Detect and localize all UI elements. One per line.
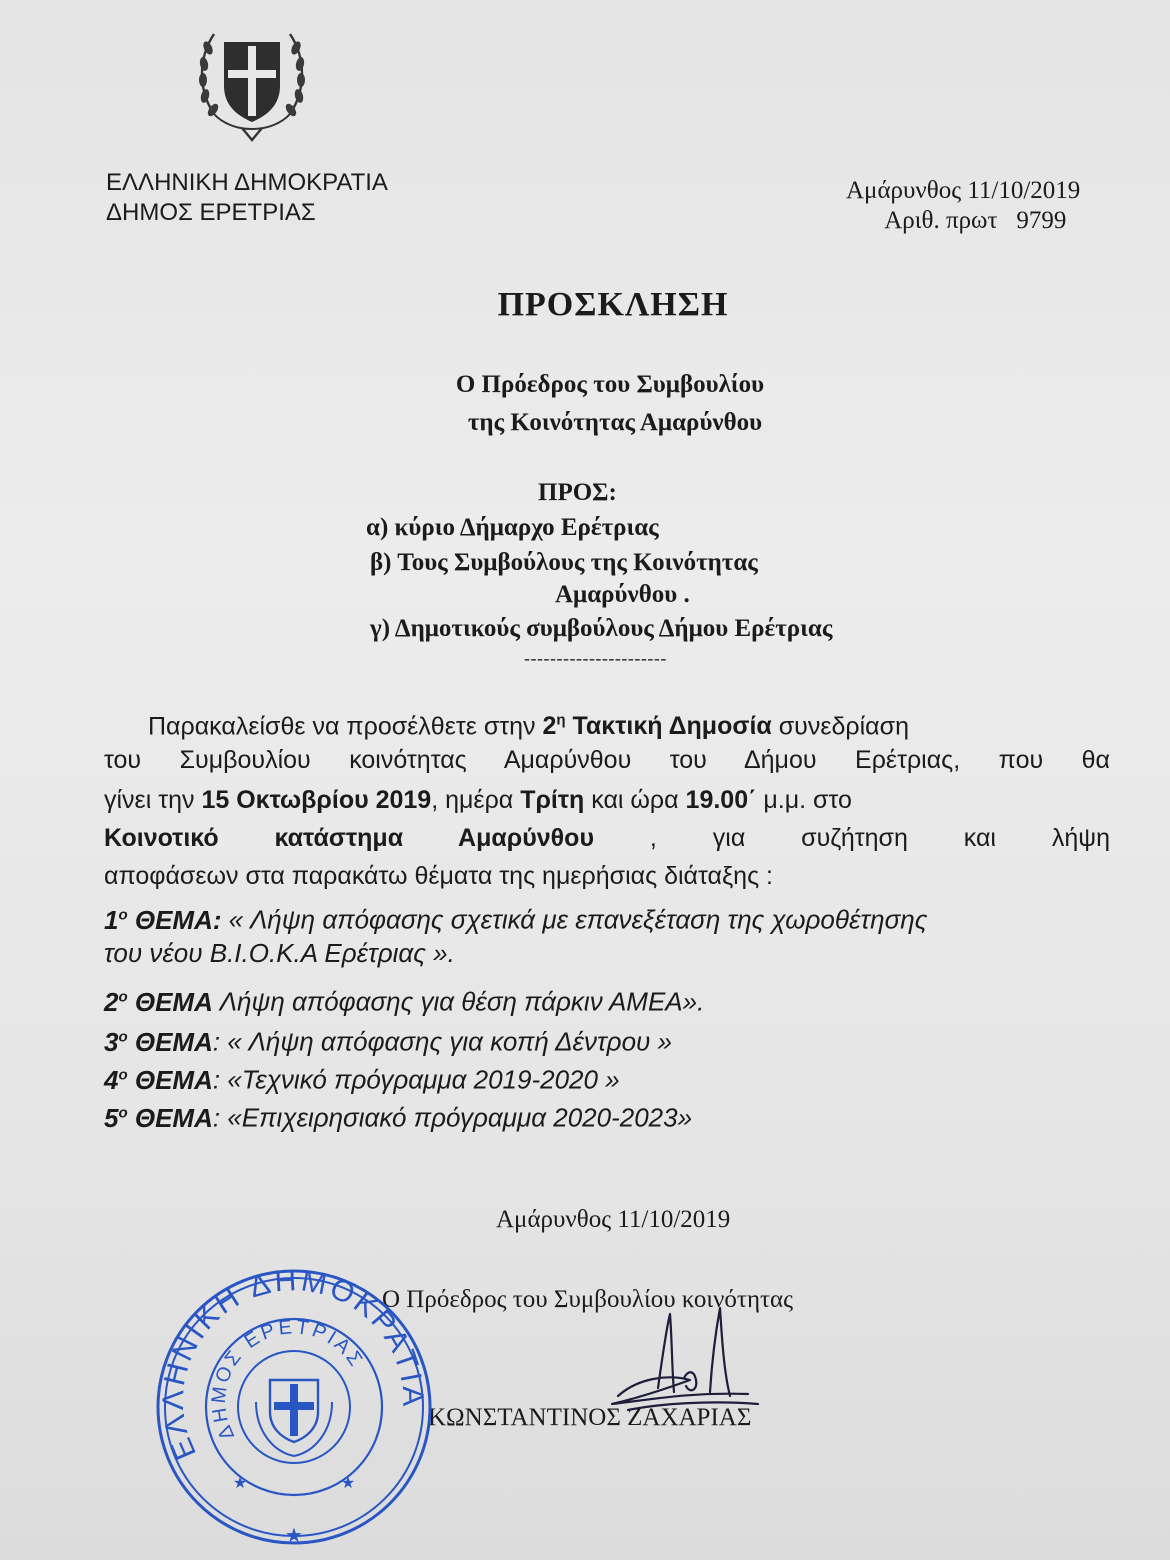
body-line (148, 702, 1110, 745)
date-protocol-block (846, 176, 1080, 236)
recipient-a: α) κύριο Δήμαρχο Ερέτριας (366, 514, 659, 541)
recipients-label: ΠΡΟΣ: (538, 479, 617, 506)
issuer-block (106, 168, 388, 228)
signature-icon (598, 1300, 778, 1430)
agenda-item-5: $5^o$ ΘΕΜΑ: «Επιχειρησιακό πρόγραμμα 2020-2023» (104, 1102, 693, 1133)
body-line: αποφάσεων στα παρακάτω θέματα της ημερήσιας διάταξης : (104, 862, 774, 890)
protocol-number: 9799 (1016, 207, 1067, 234)
stamp-star-icon: ★ (232, 1473, 248, 1492)
separator-line: ---------------------- (524, 648, 667, 668)
session-number: $2^\eta$ Τακτική Δημοσία (542, 712, 772, 741)
issuer-state: ΕΛΛΗΝΙΚΗ ΔΗΜΟΚΡΑΤΙΑ (106, 169, 388, 196)
stamp-outer-text: ΕΛΛΗΝΙΚΗ ΔΗΜΟΚΡΑΤΙΑ (157, 1264, 430, 1465)
body-line: γίνει την 15 Οκτωβρίου 2019, ημέρα Τρίτη και ώρα 19.00΄ μ.μ. στο (104, 786, 852, 814)
municipal-stamp-icon (152, 1262, 434, 1552)
agenda-item-1-continued: του νέου Β.Ι.Ο.Κ.Α Ερέτριας ». (104, 938, 455, 968)
signoff-date: Αμάρυνθος 11/10/2019 (496, 1206, 731, 1233)
stamp-star-icon: ★ (340, 1473, 356, 1492)
sender-line-1: Ο Πρόεδρος του Συμβουλίου (455, 371, 765, 398)
body-line: Κοινοτικό κατάστημα Αμαρύνθου , για συζήτηση και λήψη (104, 824, 1110, 852)
signatory-name: ΚΩΝΣΤΑΝΤΙΝΟΣ ΖΑΧΑΡΙΑΣ (428, 1404, 752, 1431)
body-line: του Συμβουλίου κοινότητας Αμαρύνθου του Δήμου Ερέτριας, που θα (104, 746, 1110, 774)
meeting-time: 19.00΄ (685, 786, 757, 814)
stamp-inner-text: ΔΗΜΟΣ ΕΡΕΤΡΙΑΣ (207, 1316, 369, 1444)
agenda-item-1: $1^o$ ΘΕΜΑ: « Λήψη απόφασης σχετικά με επανεξέταση της χωροθέτησης (104, 904, 928, 935)
meeting-venue: Κοινοτικό κατάστημα Αμαρύνθου (104, 824, 595, 852)
body-text: Παρακαλείσθε να προσέλθετε στην (148, 712, 543, 741)
stamp-star-icon: ★ (285, 1523, 303, 1547)
body-text: συνεδρίαση (771, 712, 909, 741)
recipient-b-continued: Αμαρύνθου . (555, 581, 690, 608)
agenda-item-2: $2^o$ ΘΕΜΑ Λήψη απόφασης για θέση πάρκιν ΑΜΕΑ». (104, 986, 705, 1017)
issue-date: Αμάρυνθος 11/10/2019 (846, 177, 1081, 204)
signoff-role: Ο Πρόεδρος του Συμβουλίου κοινότητας (382, 1286, 794, 1313)
agenda-item-4: $4^o$ ΘΕΜΑ: «Τεχνικό πρόγραμμα 2019-2020 » (104, 1064, 620, 1095)
coat-of-arms-icon (192, 18, 312, 146)
protocol-line (846, 206, 1066, 236)
document-title: ΠΡΟΣΚΛΗΣΗ (497, 286, 729, 323)
recipient-b: β) Τους Συμβούλους της Κοινότητας (370, 549, 758, 576)
recipient-c: γ) Δημοτικούς συμβούλους Δήμου Ερέτριας (370, 615, 833, 642)
issuer-municipality: ΔΗΜΟΣ ΕΡΕΤΡΙΑΣ (106, 199, 316, 226)
meeting-day: Τρίτη (520, 786, 585, 814)
protocol-label: Αριθ. πρωτ (884, 207, 998, 234)
agenda-item-3: $3^o$ ΘΕΜΑ: « Λήψη απόφασης για κοπή Δέντρου » (104, 1026, 673, 1057)
meeting-date: 15 Οκτωβρίου 2019 (201, 786, 432, 814)
sender-line-2: της Κοινότητας Αμαρύνθου (467, 409, 763, 436)
